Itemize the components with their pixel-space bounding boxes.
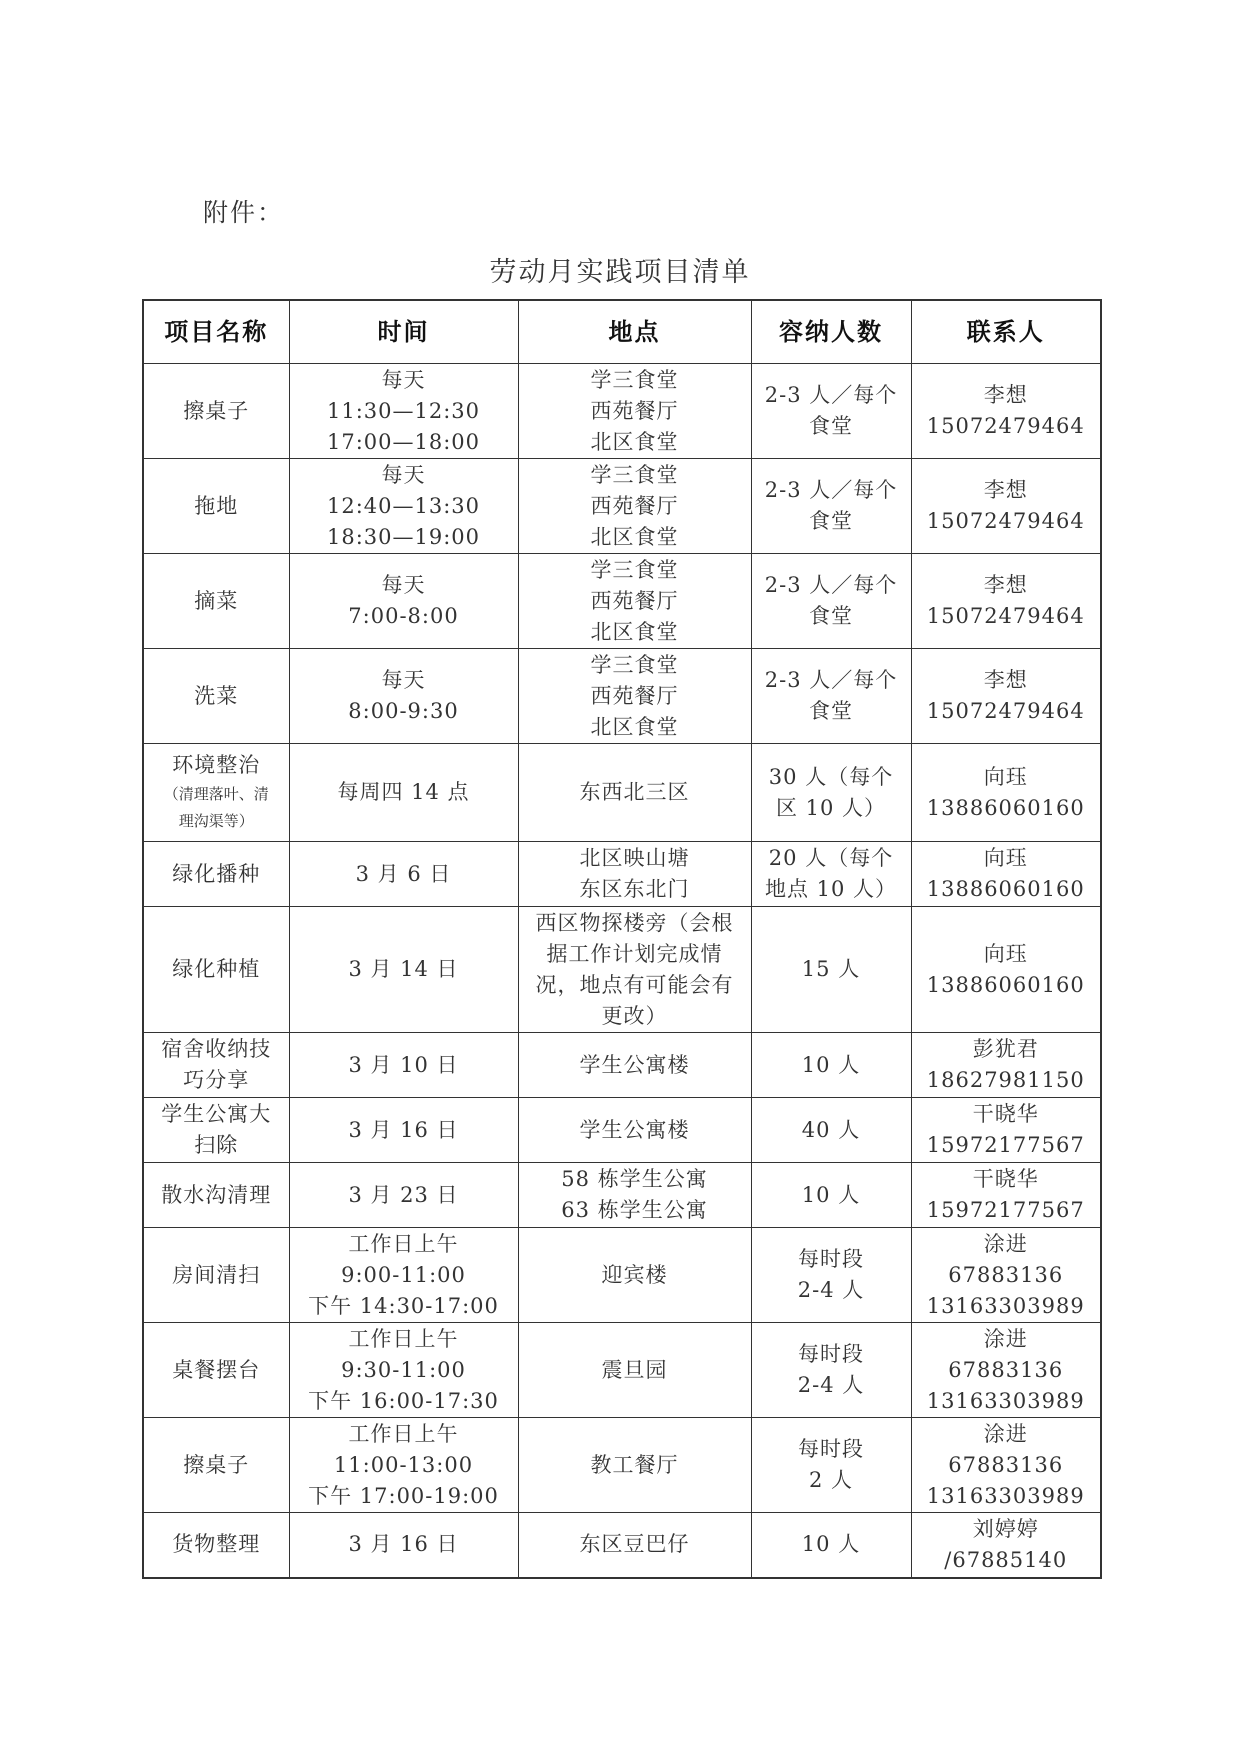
contact-line: 涂进 [983,1326,1028,1351]
contact-line: /67885140 [944,1547,1068,1572]
project-name-cell [143,1098,289,1163]
time-cell [289,1033,518,1098]
capacity-line: 40 人 [801,1117,861,1142]
contact-cell [911,744,1101,842]
place-line: 西区物探楼旁（会根 [535,910,734,935]
capacity-line: 10 人 [801,1052,861,1077]
capacity-line: 地点 10 人） [764,877,898,901]
capacity-line: 10 人 [801,1532,861,1557]
project-name-line: 货物整理 [172,1532,261,1557]
attachment-label: 附件： [203,198,285,227]
capacity-line: 2-3 人／每个 [764,383,898,407]
time-cell [289,1098,518,1163]
time-cell [289,1228,518,1323]
capacity-cell [751,554,911,649]
contact-cell [911,1513,1101,1578]
contact-line: 李想 [983,478,1028,502]
place-line: 学生公寓楼 [579,1117,690,1142]
place-line: 况，地点有可能会有 [535,972,734,997]
place-line: 迎宾楼 [601,1262,668,1287]
place-line: 北区食堂 [590,714,679,739]
capacity-line: 20 人（每个 [768,846,894,870]
project-name-cell [143,842,289,907]
place-line: 58 栋学生公寓 [561,1167,708,1191]
capacity-cell [751,1228,911,1323]
capacity-line: 2-3 人／每个 [764,668,898,692]
time-line: 7:00-8:00 [348,604,459,628]
place-line: 北区食堂 [590,429,679,454]
contact-line: 李想 [983,573,1028,597]
time-line: 9:00-11:00 [341,1262,466,1287]
header-capacity: 容纳人数 [751,300,911,364]
contact-line: 18627981150 [926,1068,1085,1092]
time-line: 3 月 16 日 [348,1532,459,1557]
place-cell [518,1033,751,1098]
contact-cell [911,1098,1101,1163]
capacity-line: 15 人 [801,957,861,981]
capacity-line: 每时段 [798,1342,864,1366]
place-line: 教工餐厅 [590,1452,679,1477]
contact-cell [911,1228,1101,1323]
time-line: 3 月 16 日 [348,1117,459,1142]
header-time: 时间 [289,300,518,364]
time-line: 3 月 6 日 [355,861,452,886]
contact-line: 15072479464 [926,509,1085,533]
project-table [142,299,1102,1579]
header-project-name: 项目名称 [143,300,289,364]
contact-line: 向珏 [983,941,1028,966]
capacity-cell [751,1033,911,1098]
time-line: 下午 16:00-17:30 [308,1388,499,1413]
place-cell [518,364,751,459]
time-line: 11:00-13:00 [333,1452,474,1477]
table-row [143,744,1101,842]
time-line: 8:00-9:30 [348,699,459,723]
place-cell [518,459,751,554]
time-line: 3 月 23 日 [348,1182,459,1207]
place-cell [518,1418,751,1513]
capacity-cell [751,1163,911,1228]
project-name-line: 摘菜 [194,588,239,613]
contact-line: 67883136 [948,1262,1064,1287]
capacity-line: 10 人 [801,1182,861,1207]
place-line: 西苑餐厅 [590,683,679,708]
table-row [143,459,1101,554]
project-name-cell [143,1163,289,1228]
contact-cell [911,554,1101,649]
place-cell [518,1513,751,1578]
contact-line: 15972177567 [926,1198,1085,1222]
header-place: 地点 [518,300,751,364]
table-row [143,907,1101,1033]
project-name-note: （清理落叶、清 [163,785,269,803]
place-line: 西苑餐厅 [590,493,679,518]
time-line: 11:30—12:30 [326,398,481,423]
project-name-line: 擦桌子 [183,398,250,423]
place-line: 东西北三区 [579,780,690,804]
place-line: 学三食堂 [590,652,679,677]
project-name-cell [143,554,289,649]
capacity-cell [751,744,911,842]
capacity-line: 30 人（每个 [768,764,894,789]
capacity-cell [751,1323,911,1418]
contact-cell [911,907,1101,1033]
place-line: 更改） [601,1003,668,1028]
place-cell [518,649,751,744]
contact-line: 13163303989 [926,1483,1085,1508]
contact-cell [911,1033,1101,1098]
capacity-cell [751,1513,911,1578]
time-cell [289,1163,518,1228]
table-row [143,1323,1101,1418]
time-line: 每周四 14 点 [337,780,470,804]
contact-line: 李想 [983,383,1028,407]
project-name-line: 学生公寓大 [161,1102,272,1126]
time-line: 12:40—13:30 [326,493,481,518]
contact-cell [911,649,1101,744]
place-cell [518,744,751,842]
time-line: 3 月 10 日 [348,1052,459,1077]
header-contact: 联系人 [911,300,1101,364]
project-name-line: 拖地 [194,493,239,518]
project-name-line: 绿化播种 [172,861,261,886]
time-line: 每天 [381,573,426,597]
time-line: 下午 17:00-19:00 [308,1483,499,1508]
contact-line: 13886060160 [926,795,1085,820]
time-cell [289,364,518,459]
capacity-line: 每时段 [798,1437,864,1461]
time-cell [289,842,518,907]
table-row [143,1418,1101,1513]
contact-cell [911,459,1101,554]
place-cell [518,1163,751,1228]
contact-line: 13886060160 [926,877,1085,901]
capacity-line: 2-4 人 [797,1373,865,1397]
contact-line: 67883136 [948,1452,1064,1477]
place-cell [518,1228,751,1323]
project-name-cell [143,1513,289,1578]
place-line: 北区映山塘 [579,846,690,870]
capacity-line: 食堂 [809,699,853,723]
capacity-line: 2 人 [808,1468,854,1492]
capacity-cell [751,649,911,744]
table-row [143,364,1101,459]
capacity-line: 食堂 [809,604,853,628]
contact-line: 13886060160 [926,972,1085,997]
contact-line: 67883136 [948,1357,1064,1382]
project-name-cell [143,649,289,744]
capacity-line: 食堂 [809,414,853,438]
capacity-line: 每时段 [798,1247,864,1271]
place-line: 西苑餐厅 [590,398,679,423]
table-row [143,1163,1101,1228]
place-cell [518,842,751,907]
capacity-line: 2-3 人／每个 [764,573,898,597]
time-line: 18:30—19:00 [326,524,481,549]
table-body [143,364,1101,1578]
contact-line: 向珏 [983,846,1028,870]
contact-line: 干晓华 [972,1102,1039,1126]
project-name-line: 扫除 [194,1133,239,1157]
table-row [143,1513,1101,1578]
place-cell [518,554,751,649]
capacity-cell [751,1418,911,1513]
time-line: 工作日上午 [348,1231,459,1256]
time-line: 9:30-11:00 [341,1357,466,1382]
time-line: 工作日上午 [348,1326,459,1351]
place-line: 学三食堂 [590,557,679,582]
project-name-line: 环境整治 [172,753,261,777]
project-name-line: 散水沟清理 [161,1182,272,1207]
contact-line: 涂进 [983,1231,1028,1256]
place-cell [518,1323,751,1418]
table-row [143,842,1101,907]
project-name-line: 巧分享 [183,1068,250,1092]
table-row [143,1098,1101,1163]
contact-cell [911,1163,1101,1228]
place-line: 北区食堂 [590,619,679,644]
time-line: 17:00—18:00 [326,429,481,454]
project-name-cell [143,364,289,459]
time-cell [289,554,518,649]
place-line: 63 栋学生公寓 [561,1198,708,1222]
contact-line: 干晓华 [972,1167,1039,1191]
time-line: 每天 [381,367,426,392]
time-line: 工作日上午 [348,1421,459,1446]
contact-cell [911,364,1101,459]
project-name-cell [143,1323,289,1418]
time-line: 3 月 14 日 [348,957,459,981]
contact-line: 刘婷婷 [972,1516,1039,1541]
place-line: 西苑餐厅 [590,588,679,613]
project-name-line: 宿舍收纳技 [161,1037,272,1061]
time-line: 每天 [381,668,426,692]
time-cell [289,1323,518,1418]
project-name-note: 理沟渠等） [178,812,254,830]
place-line: 学三食堂 [590,462,679,487]
place-line: 据工作计划完成情 [546,941,723,966]
contact-line: 15072479464 [926,699,1085,723]
contact-line: 李想 [983,668,1028,692]
contact-line: 涂进 [983,1421,1028,1446]
table-row [143,1228,1101,1323]
project-name-line: 绿化种植 [172,957,261,981]
project-name-line: 擦桌子 [183,1452,250,1477]
time-cell [289,744,518,842]
place-line: 学生公寓楼 [579,1052,690,1077]
capacity-line: 2-4 人 [797,1278,865,1302]
contact-line: 15072479464 [926,414,1085,438]
contact-line: 15972177567 [926,1133,1085,1157]
contact-line: 13163303989 [926,1293,1085,1318]
project-name-cell [143,459,289,554]
project-name-cell [143,1228,289,1323]
capacity-cell [751,459,911,554]
time-cell [289,1418,518,1513]
place-line: 震旦园 [601,1357,668,1382]
time-line: 下午 14:30-17:00 [308,1293,499,1318]
table-row [143,1033,1101,1098]
capacity-cell [751,1098,911,1163]
time-cell [289,1513,518,1578]
contact-line: 向珏 [983,764,1028,789]
time-cell [289,907,518,1033]
table-row [143,649,1101,744]
document-title: 劳动月实践项目清单 [489,257,751,288]
place-cell [518,907,751,1033]
project-name-cell [143,1418,289,1513]
capacity-cell [751,842,911,907]
project-name-cell [143,907,289,1033]
project-name-cell [143,1033,289,1098]
contact-cell [911,842,1101,907]
capacity-line: 食堂 [809,509,853,533]
project-name-line: 洗菜 [194,683,239,708]
place-line: 东区豆巴仔 [579,1532,690,1557]
time-line: 每天 [381,462,426,487]
time-cell [289,649,518,744]
capacity-cell [751,907,911,1033]
project-name-cell [143,744,289,842]
project-name-line: 桌餐摆台 [172,1357,261,1382]
capacity-line: 2-3 人／每个 [764,478,898,502]
place-line: 学三食堂 [590,367,679,392]
place-line: 东区东北门 [579,877,690,901]
contact-cell [911,1323,1101,1418]
time-cell [289,459,518,554]
place-line: 北区食堂 [590,524,679,549]
contact-line: 彭犹君 [972,1037,1039,1061]
table-header-row [143,300,1101,364]
capacity-cell [751,364,911,459]
contact-line: 13163303989 [926,1388,1085,1413]
project-name-line: 房间清扫 [172,1262,261,1287]
place-cell [518,1098,751,1163]
contact-line: 15072479464 [926,604,1085,628]
contact-cell [911,1418,1101,1513]
capacity-line: 区 10 人） [775,795,887,820]
table-row [143,554,1101,649]
